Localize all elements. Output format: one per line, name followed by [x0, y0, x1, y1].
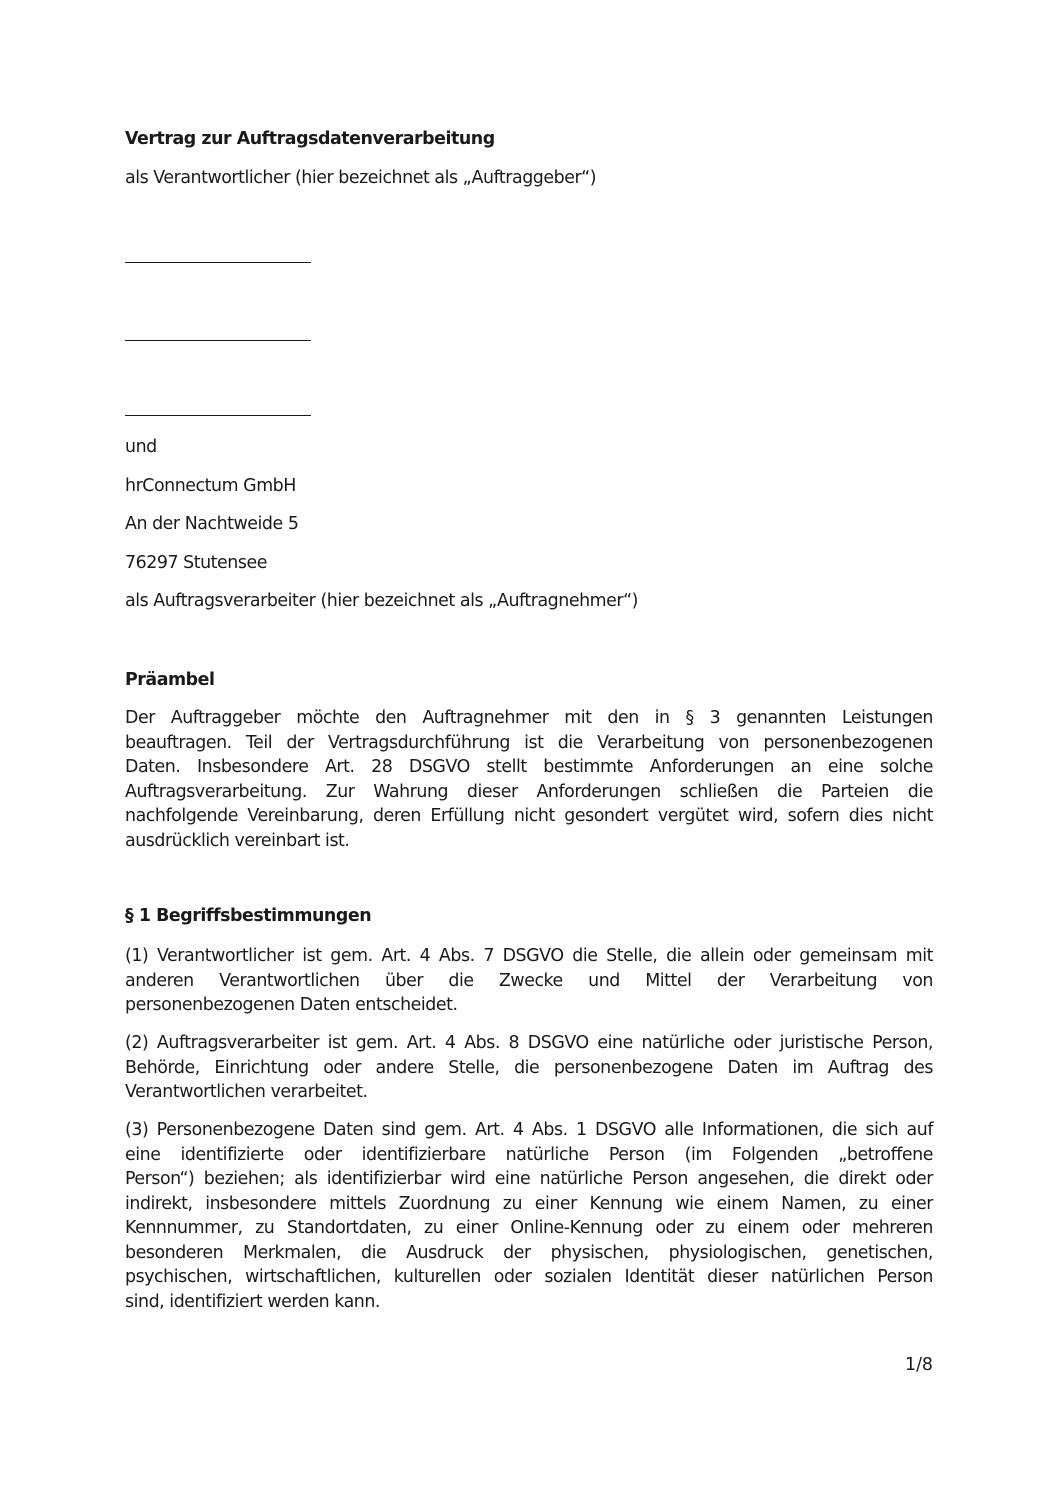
text-line: Der Auftraggeber möchte den Auftragnehmer mit den in § 3 genannten Leistungen: [125, 708, 933, 728]
contractor-role: als Auftragsverarbeiter (hier bezeichnet als „Auftragnehmer“): [125, 591, 639, 611]
text-line: psychischen, wirtschaftlichen, kulturellen oder sozialen Identität dieser natürlichen Person: [125, 1267, 933, 1287]
page-number: 1/8: [905, 1355, 933, 1375]
text-line: Auftragsverarbeitung. Zur Wahrung dieser Anforderungen schließen die Parteien die: [125, 781, 933, 802]
section1-paragraph-2: [125, 1031, 933, 1105]
preamble-paragraph: [125, 706, 933, 853]
text-line: Daten. Insbesondere Art. 28 DSGVO stellt bestimmte Anforderungen an eine solche: [125, 757, 933, 777]
contractor-name: hrConnectum GmbH: [125, 476, 296, 496]
text-line: personenbezogenen Daten entscheidet.: [125, 995, 458, 1015]
text-line: Verantwortlichen verarbeitet.: [125, 1082, 368, 1102]
signature-line-2: [125, 340, 311, 341]
contractor-street: An der Nachtweide 5: [125, 514, 299, 534]
client-role: als Verantwortlicher (hier bezeichnet als „Auftraggeber“): [125, 168, 597, 188]
section1-paragraph-3: [125, 1118, 933, 1314]
conjunction: und: [125, 437, 157, 457]
signature-line-1: [125, 262, 311, 263]
text-line: beauftragen. Teil der Vertragsdurchführung ist die Verarbeitung von personenbezogenen: [125, 732, 933, 753]
text-line: (1) Verantwortlicher ist gem. Art. 4 Abs. 7 DSGVO die Stelle, die allein oder gemeinsam mit: [125, 946, 933, 966]
document-title: Vertrag zur Auftragsdatenverarbeitung: [125, 129, 495, 149]
section1-paragraph-1: [125, 944, 933, 1018]
text-line: Person“) beziehen; als identifizierbar wird eine natürliche Person angesehen, die direkt oder: [125, 1169, 933, 1189]
text-line: ausdrücklich vereinbart ist.: [125, 830, 350, 851]
text-line: Behörde, Einrichtung oder andere Stelle, die personenbezogene Daten im Auftrag des: [125, 1057, 933, 1078]
text-line: eine identifizierte oder identifizierbare natürliche Person (im Folgenden „betroffene: [125, 1144, 933, 1165]
text-line: besonderen Merkmalen, die Ausdruck der physischen, physiologischen, genetischen,: [125, 1242, 933, 1263]
text-line: (2) Auftragsverarbeiter ist gem. Art. 4 Abs. 8 DSGVO eine natürliche oder juristische Person,: [125, 1033, 933, 1053]
text-line: nachfolgende Vereinbarung, deren Erfüllung nicht gesondert vergütet wird, sofern dies nicht: [125, 806, 933, 826]
preamble-heading: Präambel: [125, 670, 215, 690]
text-line: anderen Verantwortlichen über die Zwecke und Mittel der Verarbeitung von: [125, 970, 933, 991]
contractor-city: 76297 Stutensee: [125, 553, 267, 573]
text-line: sind, identifiziert werden kann.: [125, 1291, 381, 1312]
signature-line-3: [125, 415, 311, 416]
text-line: Kennnummer, zu Standortdaten, zu einer Online-Kennung oder zu einem oder mehreren: [125, 1218, 933, 1238]
section1-heading: § 1 Begriffsbestimmungen: [125, 906, 372, 926]
text-line: (3) Personenbezogene Daten sind gem. Art. 4 Abs. 1 DSGVO alle Informationen, die sich auf: [125, 1120, 933, 1140]
text-line: indirekt, insbesondere mittels Zuordnung zu einer Kennung wie einem Namen, zu einer: [125, 1193, 933, 1214]
